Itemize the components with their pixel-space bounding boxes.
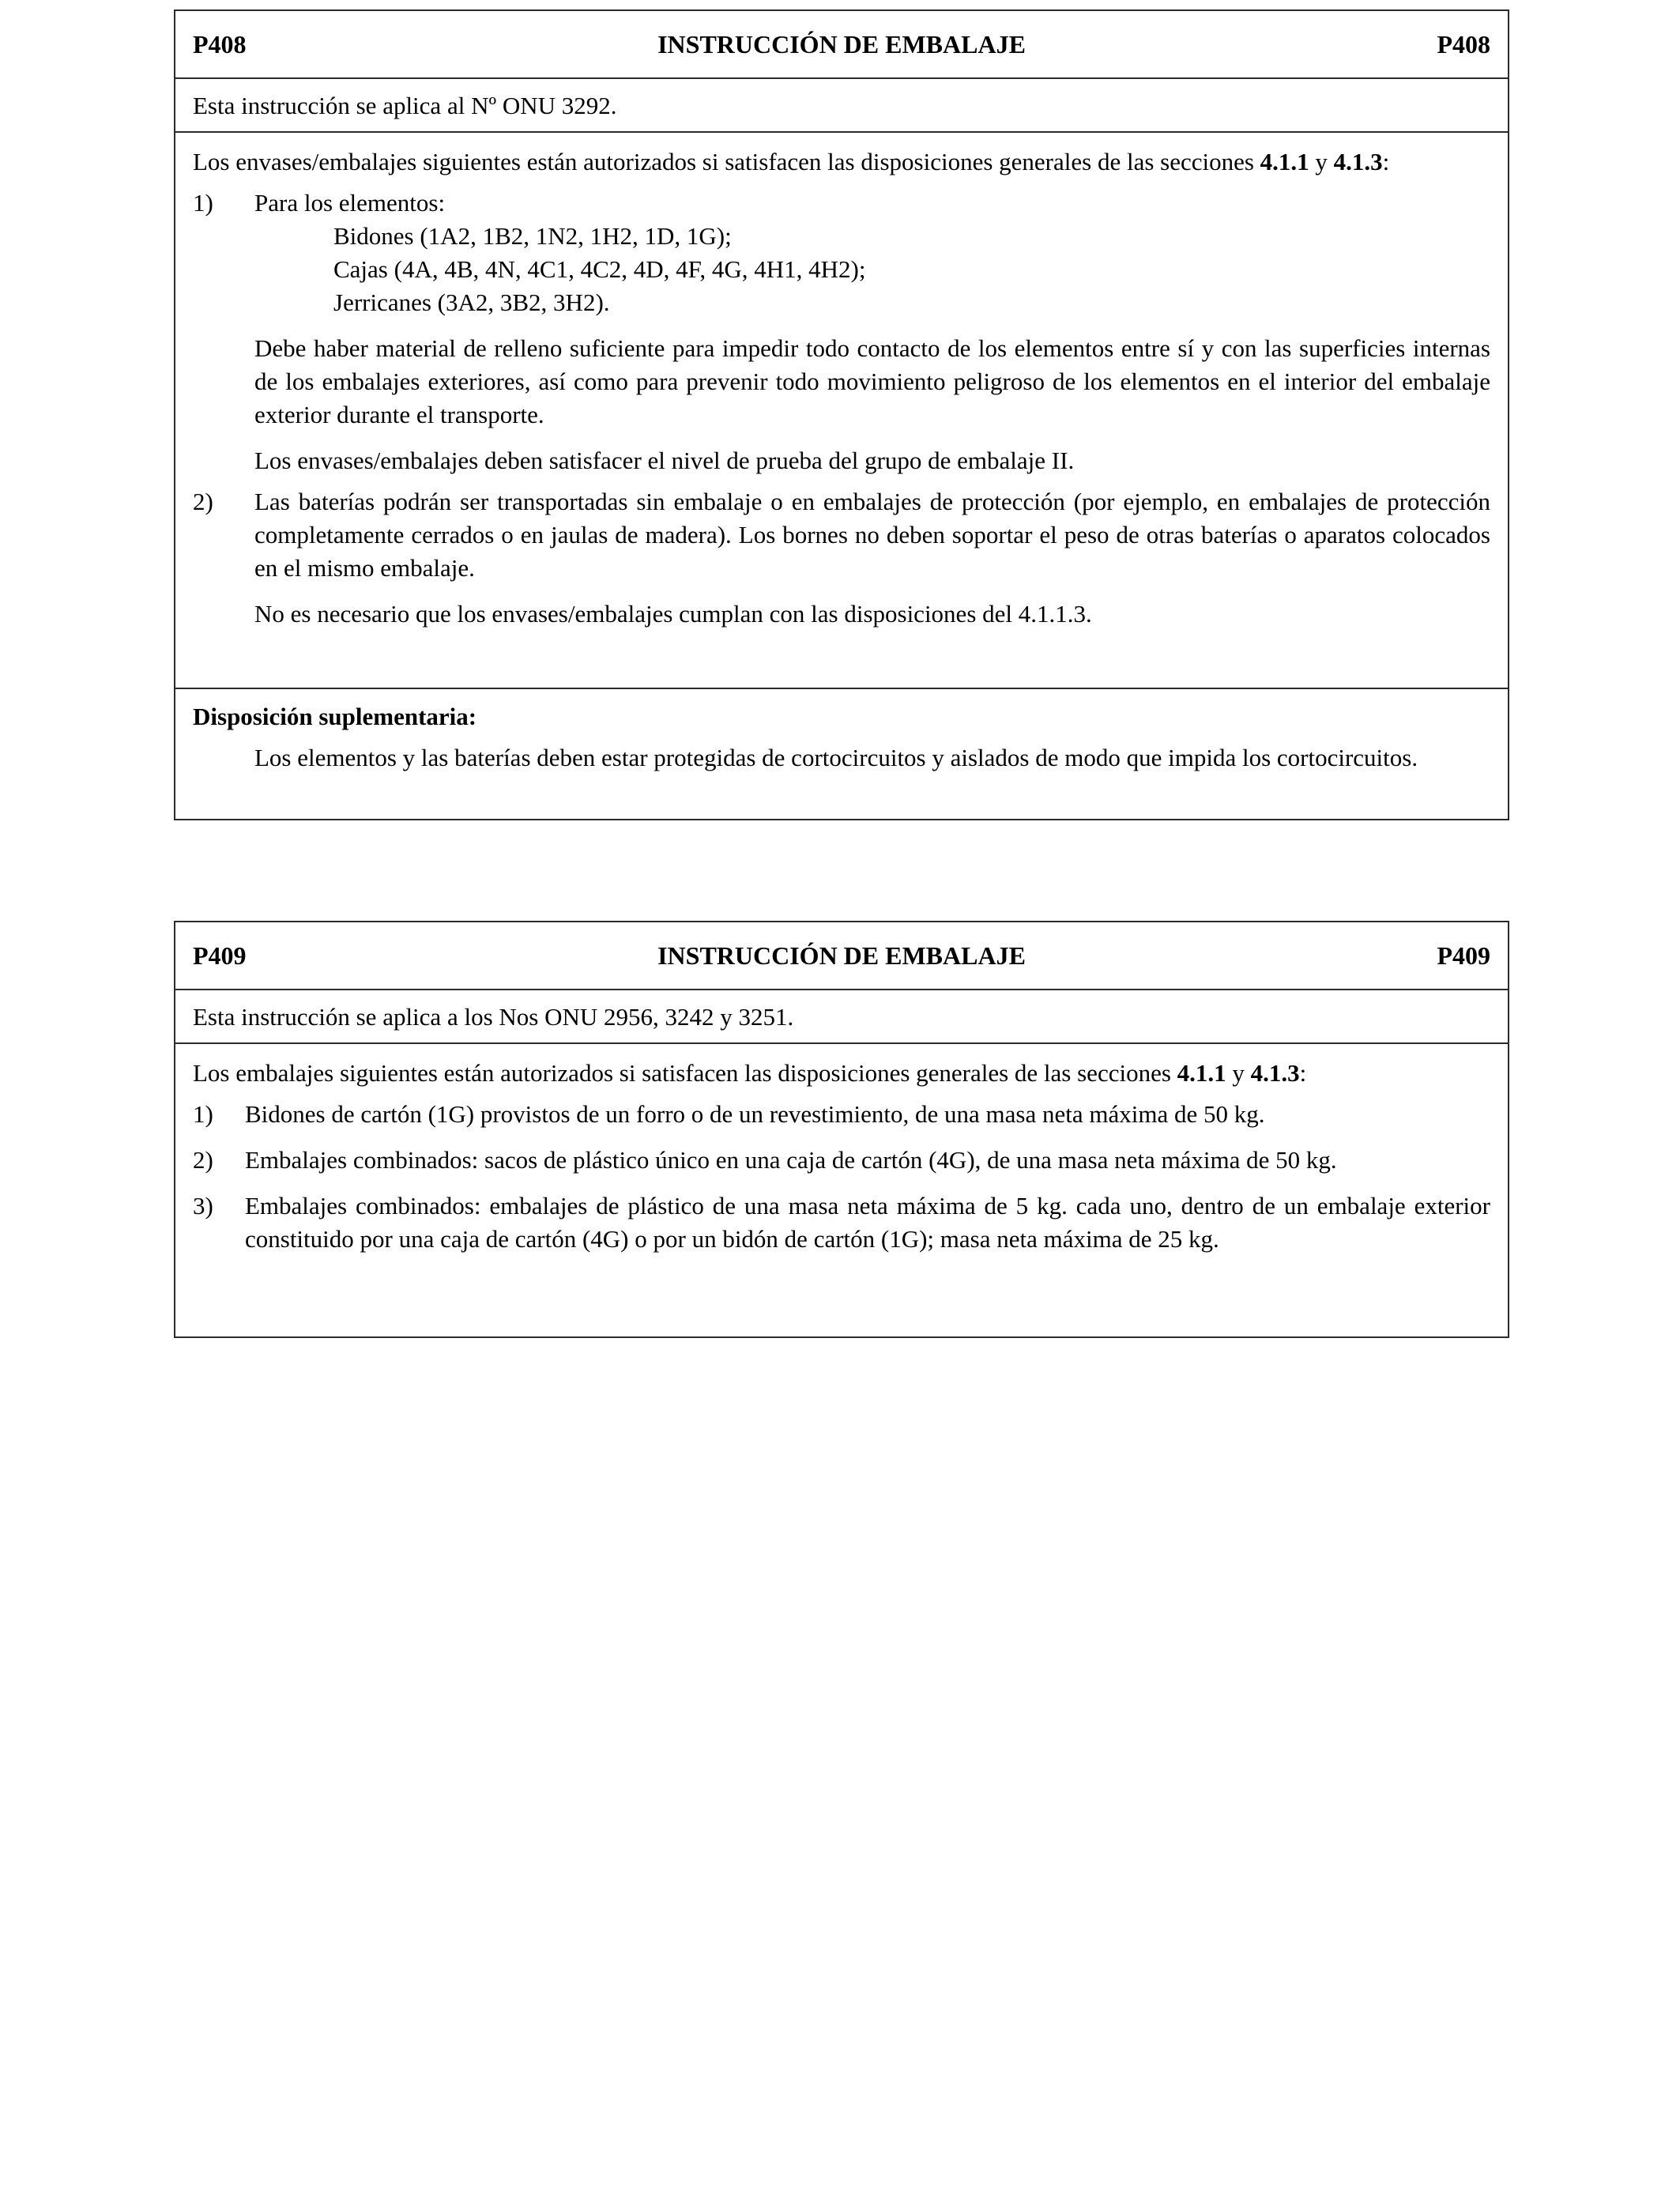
- p408-item-1-sub-drums: Bidones (1A2, 1B2, 1N2, 1H2, 1D, 1G);: [333, 222, 732, 250]
- p408-item-1-sub-boxes: Cajas (4A, 4B, 4N, 4C1, 4C2, 4D, 4F, 4G, 4H1, 4H2);: [333, 255, 866, 283]
- p409-intro: [193, 1057, 1490, 1090]
- p409-item-3: [193, 1189, 1490, 1256]
- p408-ref-413: 4.1.3: [1333, 148, 1383, 175]
- p409-intro-end: :: [1299, 1059, 1307, 1087]
- p408-header: [175, 11, 1508, 79]
- p408-supp-title: Disposición suplementaria:: [193, 703, 477, 730]
- p408-item-1-para-1: Debe haber material de relleno suficiente para impedir todo contacto de los elementos entre sí y con las superficies internas de los embalajes exteriores, así como para prevenir todo movimiento peligroso de los elementos en el interior del embalaje exterior durante el transporte.: [254, 334, 1490, 428]
- p408-item-2-text: Las baterías podrán ser transportadas sin embalaje o en embalajes de protección (por ejemplo, en embalajes de protección completamente cerrados o en jaulas de madera). Los bornes no deben soportar el peso de otras baterías o aparatos colocados en el mismo embalaje.: [254, 488, 1490, 582]
- p408-item-1-num: 1): [193, 189, 213, 217]
- p409-item-3-num: 3): [193, 1192, 213, 1220]
- p409-body: [175, 1044, 1508, 1256]
- p408-item-1: [193, 187, 1490, 477]
- p408-body: [175, 133, 1508, 631]
- p409-intro-and: y: [1226, 1059, 1251, 1087]
- p409-header: [175, 922, 1508, 990]
- p409-item-3-text: Embalajes combinados: embalajes de plástico de una masa neta máxima de 5 kg. cada uno, dentro de un embalaje exterior constituido por una caja de cartón (4G) o por un bidón de cartón (1G); masa neta máxima de 25 kg.: [245, 1192, 1490, 1253]
- p409-item-2: [193, 1144, 1490, 1177]
- p408-item-1-text: Para los elementos:: [254, 189, 446, 217]
- p409-ref-413: 4.1.3: [1250, 1059, 1300, 1087]
- packing-instruction-p409: [174, 921, 1509, 1338]
- p408-item-2-content: [254, 485, 1490, 631]
- p408-applies: Esta instrucción se aplica al Nº ONU 3292.: [175, 79, 1508, 133]
- p408-intro-and: y: [1309, 148, 1334, 175]
- p409-item-1-num: 1): [193, 1100, 213, 1128]
- p409-item-2-text: Embalajes combinados: sacos de plástico único en una caja de cartón (4G), de una masa neta máxima de 50 kg.: [245, 1146, 1337, 1174]
- p408-code-left: P408: [193, 30, 247, 58]
- p408-title: INSTRUCCIÓN DE EMBALAJE: [657, 30, 1026, 58]
- p409-code-right: P409: [1437, 941, 1490, 970]
- p408-code-right: P408: [1437, 30, 1490, 58]
- p409-item-1: [193, 1098, 1490, 1131]
- p409-title: INSTRUCCIÓN DE EMBALAJE: [657, 941, 1026, 970]
- p409-intro-text: Los embalajes siguientes están autorizados si satisfacen las disposiciones generales de las secciones: [193, 1059, 1177, 1087]
- p408-item-2-num: 2): [193, 488, 213, 515]
- packing-instruction-p408: [174, 9, 1509, 820]
- p409-ref-411: 4.1.1: [1177, 1059, 1226, 1087]
- p408-item-2-para: No es necesario que los envases/embalajes cumplan con las disposiciones del 4.1.1.3.: [254, 600, 1092, 628]
- p408-supp-text: Los elementos y las baterías deben estar protegidas de cortocircuitos y aislados de modo que impida los cortocircuitos.: [254, 744, 1418, 771]
- p409-item-1-text: Bidones de cartón (1G) provistos de un forro o de un revestimiento, de una masa neta máxima de 50 kg.: [245, 1100, 1265, 1128]
- p408-item-1-content: [254, 187, 1490, 477]
- p408-intro: [193, 145, 1490, 179]
- p408-item-1-sub-jerricans: Jerricanes (3A2, 3B2, 3H2).: [333, 288, 610, 316]
- p409-code-left: P409: [193, 941, 247, 970]
- p409-item-2-num: 2): [193, 1146, 213, 1174]
- p409-applies: Esta instrucción se aplica a los Nos ONU 2956, 3242 y 3251.: [175, 990, 1508, 1044]
- p408-ref-411: 4.1.1: [1260, 148, 1309, 175]
- p408-supplementary: [175, 688, 1508, 775]
- p408-item-1-para-2: Los envases/embalajes deben satisfacer el nivel de prueba del grupo de embalaje II.: [254, 447, 1075, 474]
- p408-item-2: [193, 485, 1490, 631]
- p408-intro-text: Los envases/embalajes siguientes están autorizados si satisfacen las disposiciones generales de las secciones: [193, 148, 1254, 175]
- p408-intro-end: :: [1382, 148, 1390, 175]
